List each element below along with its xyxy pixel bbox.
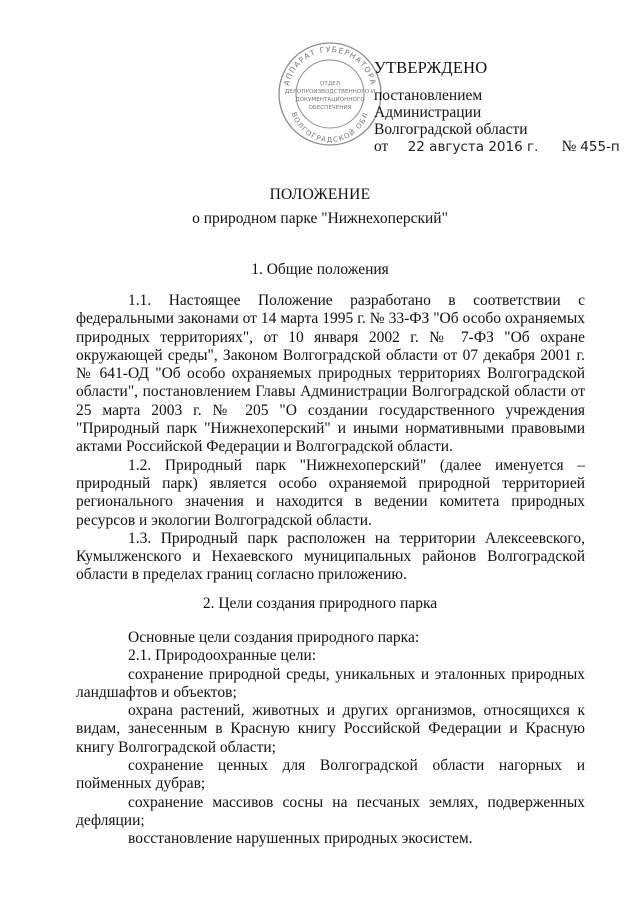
paragraph-1-3: 1.3. Природный парк расположен на территории Алексеевского, Кумылженского и Нехаевского муниципальных районов Волгоградской области в пределах границ согласно приложению. [76,529,585,584]
svg-text:АППАРАТ ГУБЕРНАТОРА: АППАРАТ ГУБЕРНАТОРА [281,44,379,87]
section-2-heading: 2. Цели создания природного парка [202,595,438,612]
stamp-graphic [276,40,384,148]
official-stamp [276,40,384,148]
stamp-inner-line: ОБЕСПЕЧЕНИЯ [308,105,352,111]
svg-text:ВОЛГОГРАДСКОЙ ОБЛ: ВОЛГОГРАДСКОЙ ОБЛ [289,110,371,145]
goal-item: охрана растений, животных и других организмов, относящихся к видам, занесенным в Красную книгу Российской Федерации и Красную книгу Волгоградской области; [76,702,585,756]
stamp-inner-line: ДОКУМЕНТАЦИОННОГО [295,97,365,103]
goal-item: сохранение массивов сосны на песчаных землях, подверженных дефляции; [76,793,585,829]
goal-2-1-heading: 2.1. Природоохранные цели: [128,647,317,665]
approval-line-1: постановлением [374,87,483,104]
goal-item: восстановление нарушенных природных экосистем. [128,830,473,848]
approval-number: 455-п [580,139,620,155]
stamp-inner-line: ДЕЛОПРОИЗВОДСТВЕННОГО И [284,89,376,95]
date-prefix: от [374,138,389,155]
section-1-body [76,292,585,585]
paragraph-1-1: 1.1. Настоящее Положение разработано в соответствии с федеральными законами от 14 марта 1995 г. № 33-ФЗ "Об особо охраняемых природных территориях", от 10 января 2002 г. № 7-ФЗ "Об охране окружающей среды", Законом Волгоградской области от 07 декабря 2001 г. № 641-ОД "Об особо охраняемых природных территориях Волгоградской области", постановлением Главы Администрации Волгоградской области от 25 марта 2003 г. № 205 "О создании государственного учреждения "Природный парк "Нижнехоперский" и иными нормативными правовыми актами Российской Федерации и Волгоградской области. [76,292,585,456]
approval-line-2: Администрации [374,104,482,121]
goals-intro: Основные цели создания природного парка: [128,629,420,646]
stamp-inner-line: ОТДЕЛ [320,81,340,87]
goal-item: сохранение ценных для Волгоградской области нагорных и пойменных дубрав; [76,757,585,793]
approval-line-3: Волгоградской области [374,121,528,138]
paragraph-1-2: 1.2. Природный парк "Нижнехоперский" (далее именуется – природный парк) является особо охраняемой природной территорией регионального значения и находится в ведении комитета природных ресурсов и экологии Волгоградской области. [76,456,585,529]
approval-block [374,58,620,155]
approval-date: 22 августа 2016 г. [407,139,539,155]
section-1-heading: 1. Общие положения [251,261,389,278]
approval-heading: УТВЕРЖДЕНО [374,58,488,77]
approval-date-line [374,138,620,156]
number-prefix: № [561,138,577,155]
section-2-body [76,629,585,849]
document-title: ПОЛОЖЕНИЕ [269,186,371,203]
goal-item: сохранение природной среды, уникальных и эталонных природных ландшафтов и объектов; [76,665,585,701]
document-subtitle: о природном парке "Нижнехоперский" [192,210,448,227]
